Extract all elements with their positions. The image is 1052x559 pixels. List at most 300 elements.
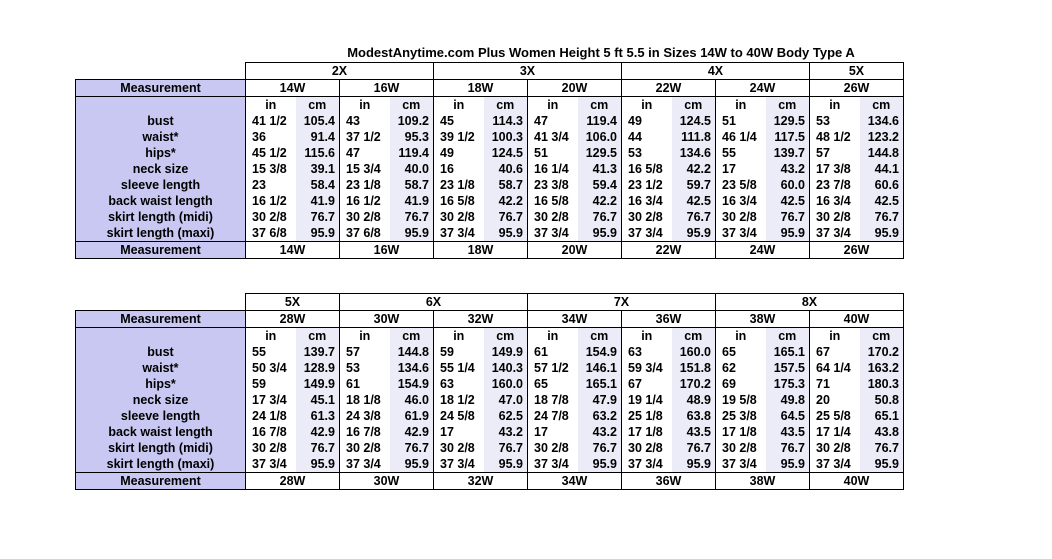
value-in: 17 3/4	[246, 392, 296, 408]
unit-in-label: in	[434, 97, 484, 114]
value-in: 37 3/4	[622, 225, 672, 242]
value-cm: 146.1	[578, 360, 622, 376]
value-in: 51	[528, 145, 578, 161]
row-label: neck size	[76, 392, 246, 408]
value-cm: 95.9	[860, 225, 904, 242]
value-in: 37 6/8	[246, 225, 296, 242]
row-label: skirt length (maxi)	[76, 225, 246, 242]
table-row	[76, 225, 904, 242]
value-in: 16 5/8	[528, 193, 578, 209]
value-in: 30 2/8	[246, 440, 296, 456]
unit-cm-label: cm	[860, 97, 904, 114]
size-group-label: 2X	[246, 63, 434, 80]
value-cm: 95.9	[296, 225, 340, 242]
value-in: 17 1/8	[622, 424, 672, 440]
value-cm: 160.0	[672, 344, 716, 360]
value-in: 20	[810, 392, 860, 408]
value-in: 37 3/4	[810, 225, 860, 242]
value-cm: 170.2	[672, 376, 716, 392]
unit-in-label: in	[434, 328, 484, 345]
value-in: 30 2/8	[716, 209, 766, 225]
value-cm: 50.8	[860, 392, 904, 408]
value-cm: 41.3	[578, 161, 622, 177]
value-cm: 43.8	[860, 424, 904, 440]
size-header: 14W	[246, 80, 340, 97]
size-footer: 14W	[246, 242, 340, 259]
value-in: 37 3/4	[340, 456, 390, 473]
row-label: waist*	[76, 360, 246, 376]
value-cm: 42.5	[672, 193, 716, 209]
unit-cm-label: cm	[578, 97, 622, 114]
value-in: 37 3/4	[810, 456, 860, 473]
value-in: 51	[716, 113, 766, 129]
value-in: 45	[434, 113, 484, 129]
value-cm: 60.0	[766, 177, 810, 193]
value-cm: 95.9	[484, 456, 528, 473]
value-in: 19 5/8	[716, 392, 766, 408]
value-cm: 40.0	[390, 161, 434, 177]
value-in: 23 7/8	[810, 177, 860, 193]
value-in: 37 3/4	[528, 456, 578, 473]
row-label: sleeve length	[76, 177, 246, 193]
value-in: 16 1/2	[340, 193, 390, 209]
value-cm: 105.4	[296, 113, 340, 129]
measurement-header: Measurement	[76, 80, 246, 97]
unit-in-label: in	[622, 328, 672, 345]
value-cm: 47.9	[578, 392, 622, 408]
table-row	[76, 360, 904, 376]
value-in: 53	[810, 113, 860, 129]
value-in: 17 1/8	[716, 424, 766, 440]
value-in: 65	[716, 344, 766, 360]
value-cm: 42.2	[578, 193, 622, 209]
value-in: 65	[528, 376, 578, 392]
value-in: 63	[622, 344, 672, 360]
unit-cm-label: cm	[484, 328, 528, 345]
value-cm: 60.6	[860, 177, 904, 193]
value-in: 63	[434, 376, 484, 392]
chart-title: ModestAnytime.com Plus Women Height 5 ft 5.5 in Sizes 14W to 40W Body Type A	[347, 45, 855, 60]
value-in: 30 2/8	[622, 209, 672, 225]
value-cm: 129.5	[766, 113, 810, 129]
value-in: 16 3/4	[810, 193, 860, 209]
size-footer: 34W	[528, 473, 622, 490]
value-cm: 160.0	[484, 376, 528, 392]
value-cm: 106.0	[578, 129, 622, 145]
value-in: 30 2/8	[528, 440, 578, 456]
value-in: 23 1/2	[622, 177, 672, 193]
row-label: bust	[76, 344, 246, 360]
unit-in-label: in	[810, 97, 860, 114]
value-cm: 65.1	[860, 408, 904, 424]
value-cm: 149.9	[296, 376, 340, 392]
value-cm: 95.3	[390, 129, 434, 145]
unit-in-label: in	[340, 328, 390, 345]
size-header: 28W	[246, 311, 340, 328]
unit-cm-label: cm	[390, 328, 434, 345]
value-in: 61	[528, 344, 578, 360]
value-in: 17	[528, 424, 578, 440]
value-cm: 154.9	[390, 376, 434, 392]
value-in: 16	[434, 161, 484, 177]
value-in: 25 3/8	[716, 408, 766, 424]
size-footer: 26W	[810, 242, 904, 259]
value-cm: 76.7	[390, 440, 434, 456]
value-in: 15 3/4	[340, 161, 390, 177]
unit-in-label: in	[246, 97, 296, 114]
unit-cm-label: cm	[578, 328, 622, 345]
value-in: 18 1/2	[434, 392, 484, 408]
value-cm: 43.5	[766, 424, 810, 440]
value-in: 24 1/8	[246, 408, 296, 424]
unit-cm-label: cm	[672, 328, 716, 345]
row-label: neck size	[76, 161, 246, 177]
size-footer: 20W	[528, 242, 622, 259]
value-in: 18 7/8	[528, 392, 578, 408]
value-in: 55	[716, 145, 766, 161]
value-cm: 95.9	[578, 225, 622, 242]
value-cm: 42.9	[390, 424, 434, 440]
value-cm: 76.7	[766, 209, 810, 225]
value-cm: 154.9	[578, 344, 622, 360]
table-row	[76, 193, 904, 209]
value-cm: 151.8	[672, 360, 716, 376]
size-footer: 38W	[716, 473, 810, 490]
value-in: 16 3/4	[622, 193, 672, 209]
value-in: 30 2/8	[434, 440, 484, 456]
value-in: 16 1/4	[528, 161, 578, 177]
value-in: 67	[810, 344, 860, 360]
value-cm: 76.7	[390, 209, 434, 225]
value-in: 59 3/4	[622, 360, 672, 376]
value-in: 43	[340, 113, 390, 129]
value-cm: 134.6	[390, 360, 434, 376]
value-cm: 119.4	[578, 113, 622, 129]
value-cm: 58.7	[390, 177, 434, 193]
size-group-label: 8X	[716, 294, 904, 311]
value-cm: 76.7	[860, 209, 904, 225]
value-in: 30 2/8	[716, 440, 766, 456]
value-cm: 117.5	[766, 129, 810, 145]
value-cm: 42.5	[860, 193, 904, 209]
value-in: 18 1/8	[340, 392, 390, 408]
value-cm: 58.7	[484, 177, 528, 193]
unit-in-label: in	[528, 97, 578, 114]
value-in: 37 3/4	[622, 456, 672, 473]
value-in: 49	[622, 113, 672, 129]
size-footer: 18W	[434, 242, 528, 259]
value-in: 57	[810, 145, 860, 161]
table-row	[76, 424, 904, 440]
value-cm: 95.9	[578, 456, 622, 473]
unit-in-label: in	[246, 328, 296, 345]
value-cm: 170.2	[860, 344, 904, 360]
value-cm: 64.5	[766, 408, 810, 424]
value-in: 57	[340, 344, 390, 360]
value-cm: 40.6	[484, 161, 528, 177]
unit-in-label: in	[528, 328, 578, 345]
size-header: 40W	[810, 311, 904, 328]
table-row	[76, 177, 904, 193]
value-cm: 123.2	[860, 129, 904, 145]
unit-in-label: in	[716, 328, 766, 345]
value-in: 37 3/4	[528, 225, 578, 242]
value-in: 15 3/8	[246, 161, 296, 177]
value-cm: 128.9	[296, 360, 340, 376]
unit-in-label: in	[340, 97, 390, 114]
unit-in-label: in	[810, 328, 860, 345]
value-in: 30 2/8	[434, 209, 484, 225]
value-cm: 43.2	[766, 161, 810, 177]
value-cm: 76.7	[860, 440, 904, 456]
value-cm: 43.2	[484, 424, 528, 440]
value-cm: 76.7	[766, 440, 810, 456]
value-in: 37 6/8	[340, 225, 390, 242]
value-in: 37 3/4	[716, 225, 766, 242]
value-cm: 149.9	[484, 344, 528, 360]
value-cm: 42.2	[672, 161, 716, 177]
value-cm: 100.3	[484, 129, 528, 145]
value-cm: 157.5	[766, 360, 810, 376]
value-in: 16 1/2	[246, 193, 296, 209]
value-in: 62	[716, 360, 766, 376]
value-cm: 140.3	[484, 360, 528, 376]
value-in: 17 1/4	[810, 424, 860, 440]
measurement-footer: Measurement	[76, 242, 246, 259]
value-cm: 124.5	[484, 145, 528, 161]
value-in: 25 1/8	[622, 408, 672, 424]
value-cm: 95.9	[484, 225, 528, 242]
value-in: 36	[246, 129, 296, 145]
size-table-14w-26w	[75, 62, 904, 259]
value-cm: 42.5	[766, 193, 810, 209]
value-cm: 163.2	[860, 360, 904, 376]
value-cm: 95.9	[390, 225, 434, 242]
value-cm: 42.9	[296, 424, 340, 440]
value-in: 19 1/4	[622, 392, 672, 408]
size-header: 32W	[434, 311, 528, 328]
value-in: 16 5/8	[434, 193, 484, 209]
size-header: 18W	[434, 80, 528, 97]
value-in: 44	[622, 129, 672, 145]
unit-cm-label: cm	[860, 328, 904, 345]
value-cm: 59.4	[578, 177, 622, 193]
value-in: 30 2/8	[340, 440, 390, 456]
size-footer: 40W	[810, 473, 904, 490]
value-cm: 76.7	[296, 209, 340, 225]
value-in: 55 1/4	[434, 360, 484, 376]
value-cm: 109.2	[390, 113, 434, 129]
value-in: 17	[716, 161, 766, 177]
value-cm: 139.7	[296, 344, 340, 360]
size-footer: 30W	[340, 473, 434, 490]
value-in: 24 7/8	[528, 408, 578, 424]
unit-cm-label: cm	[766, 328, 810, 345]
value-cm: 139.7	[766, 145, 810, 161]
value-cm: 76.7	[484, 440, 528, 456]
size-header: 38W	[716, 311, 810, 328]
value-cm: 43.5	[672, 424, 716, 440]
table-row	[76, 209, 904, 225]
value-in: 59	[434, 344, 484, 360]
value-cm: 76.7	[578, 209, 622, 225]
value-cm: 46.0	[390, 392, 434, 408]
size-group-label: 3X	[434, 63, 622, 80]
value-cm: 144.8	[390, 344, 434, 360]
size-header: 34W	[528, 311, 622, 328]
table-row	[76, 145, 904, 161]
value-cm: 41.9	[296, 193, 340, 209]
value-cm: 47.0	[484, 392, 528, 408]
value-in: 71	[810, 376, 860, 392]
value-cm: 42.2	[484, 193, 528, 209]
value-in: 16 7/8	[340, 424, 390, 440]
value-cm: 95.9	[672, 456, 716, 473]
value-in: 24 3/8	[340, 408, 390, 424]
value-cm: 61.9	[390, 408, 434, 424]
measurement-header: Measurement	[76, 311, 246, 328]
value-in: 37 3/4	[246, 456, 296, 473]
unit-cm-label: cm	[766, 97, 810, 114]
unit-cm-label: cm	[484, 97, 528, 114]
value-in: 47	[528, 113, 578, 129]
size-header: 24W	[716, 80, 810, 97]
size-header: 36W	[622, 311, 716, 328]
value-in: 30 2/8	[810, 209, 860, 225]
value-in: 17	[434, 424, 484, 440]
unit-cm-label: cm	[296, 328, 340, 345]
value-in: 59	[246, 376, 296, 392]
value-in: 45 1/2	[246, 145, 296, 161]
size-group-label: 7X	[528, 294, 716, 311]
value-cm: 76.7	[578, 440, 622, 456]
value-in: 23 1/8	[434, 177, 484, 193]
value-in: 17 3/8	[810, 161, 860, 177]
value-in: 30 2/8	[340, 209, 390, 225]
value-in: 30 2/8	[810, 440, 860, 456]
table-row	[76, 456, 904, 473]
size-header: 30W	[340, 311, 434, 328]
table-row	[76, 113, 904, 129]
value-in: 53	[340, 360, 390, 376]
row-label: skirt length (midi)	[76, 440, 246, 456]
unit-cm-label: cm	[296, 97, 340, 114]
value-cm: 44.1	[860, 161, 904, 177]
value-in: 16 3/4	[716, 193, 766, 209]
table-row	[76, 129, 904, 145]
value-in: 30 2/8	[246, 209, 296, 225]
size-header: 20W	[528, 80, 622, 97]
value-cm: 63.2	[578, 408, 622, 424]
size-table-28w-40w	[75, 293, 904, 490]
value-in: 50 3/4	[246, 360, 296, 376]
table-row	[76, 376, 904, 392]
value-cm: 76.7	[672, 209, 716, 225]
table-row	[76, 408, 904, 424]
value-in: 23	[246, 177, 296, 193]
value-cm: 48.9	[672, 392, 716, 408]
row-label: waist*	[76, 129, 246, 145]
row-label: skirt length (midi)	[76, 209, 246, 225]
measurement-footer: Measurement	[76, 473, 246, 490]
value-in: 49	[434, 145, 484, 161]
value-in: 30 2/8	[528, 209, 578, 225]
size-header: 26W	[810, 80, 904, 97]
value-cm: 39.1	[296, 161, 340, 177]
value-cm: 129.5	[578, 145, 622, 161]
value-in: 16 5/8	[622, 161, 672, 177]
row-label: sleeve length	[76, 408, 246, 424]
value-in: 41 3/4	[528, 129, 578, 145]
value-in: 24 5/8	[434, 408, 484, 424]
unit-cm-label: cm	[390, 97, 434, 114]
value-cm: 144.8	[860, 145, 904, 161]
size-group-label: 5X	[810, 63, 904, 80]
value-cm: 62.5	[484, 408, 528, 424]
value-cm: 61.3	[296, 408, 340, 424]
value-cm: 59.7	[672, 177, 716, 193]
table-row	[76, 344, 904, 360]
value-in: 37 3/4	[434, 225, 484, 242]
value-cm: 175.3	[766, 376, 810, 392]
value-cm: 124.5	[672, 113, 716, 129]
value-cm: 95.9	[766, 225, 810, 242]
row-label: bust	[76, 113, 246, 129]
size-footer: 16W	[340, 242, 434, 259]
value-in: 55	[246, 344, 296, 360]
value-cm: 95.9	[766, 456, 810, 473]
unit-cm-label: cm	[672, 97, 716, 114]
row-label: back waist length	[76, 193, 246, 209]
value-cm: 76.7	[296, 440, 340, 456]
table-row	[76, 440, 904, 456]
value-in: 46 1/4	[716, 129, 766, 145]
value-cm: 165.1	[766, 344, 810, 360]
value-cm: 76.7	[672, 440, 716, 456]
value-cm: 180.3	[860, 376, 904, 392]
size-header: 16W	[340, 80, 434, 97]
unit-in-label: in	[622, 97, 672, 114]
value-in: 69	[716, 376, 766, 392]
value-in: 61	[340, 376, 390, 392]
value-in: 23 3/8	[528, 177, 578, 193]
value-in: 67	[622, 376, 672, 392]
size-group-label: 5X	[246, 294, 340, 311]
value-cm: 95.9	[672, 225, 716, 242]
row-label: hips*	[76, 145, 246, 161]
value-in: 47	[340, 145, 390, 161]
value-cm: 95.9	[860, 456, 904, 473]
value-cm: 134.6	[860, 113, 904, 129]
value-in: 48 1/2	[810, 129, 860, 145]
value-cm: 49.8	[766, 392, 810, 408]
value-cm: 115.6	[296, 145, 340, 161]
size-footer: 32W	[434, 473, 528, 490]
size-footer: 36W	[622, 473, 716, 490]
size-footer: 28W	[246, 473, 340, 490]
value-in: 57 1/2	[528, 360, 578, 376]
value-in: 23 1/8	[340, 177, 390, 193]
table-row	[76, 161, 904, 177]
size-group-label: 4X	[622, 63, 810, 80]
value-in: 64 1/4	[810, 360, 860, 376]
value-cm: 111.8	[672, 129, 716, 145]
value-cm: 114.3	[484, 113, 528, 129]
row-label: hips*	[76, 376, 246, 392]
unit-in-label: in	[716, 97, 766, 114]
value-cm: 63.8	[672, 408, 716, 424]
value-in: 37 3/4	[716, 456, 766, 473]
